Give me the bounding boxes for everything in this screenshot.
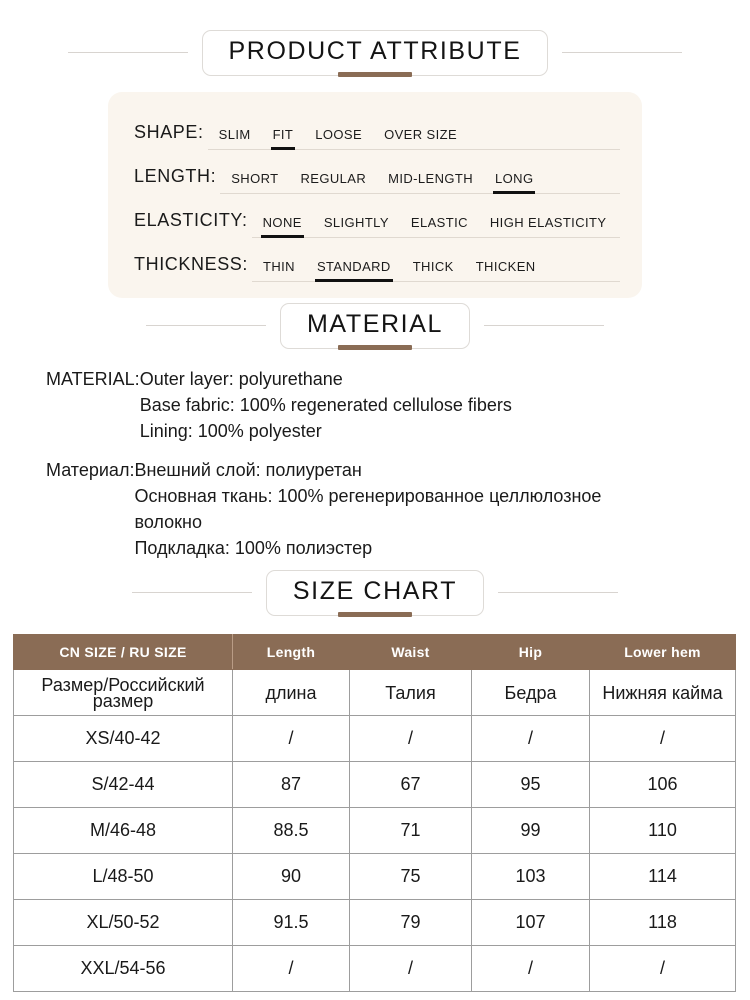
heading-rule-right	[498, 592, 618, 593]
size-table-body	[14, 670, 736, 992]
material-ru-lines	[134, 457, 726, 561]
measurement-cell: 67	[350, 762, 472, 808]
size-label-cell: L/48-50	[14, 854, 233, 900]
column-header: Waist	[350, 635, 472, 670]
material-line: Base fabric: 100% regenerated cellulose fibers	[139, 395, 512, 415]
attribute-option-selected[interactable]: STANDARD	[306, 259, 402, 276]
measurement-cell: 87	[233, 762, 350, 808]
material-line: Lining: 100% polyester	[139, 421, 322, 441]
attribute-option[interactable]: OVER SIZE	[384, 127, 458, 142]
measurement-cell: /	[233, 946, 350, 992]
material-russian	[46, 457, 726, 561]
heading-rule-left	[132, 592, 252, 593]
material-line: волокно	[134, 512, 202, 532]
size-label-cell: S/42-44	[14, 762, 233, 808]
size-chart-title-box	[266, 570, 484, 616]
heading-rule-right	[562, 52, 682, 53]
product-attribute-panel	[108, 92, 642, 298]
measurement-cell: 75	[350, 854, 472, 900]
material-title: MATERIAL	[307, 310, 443, 338]
measurement-cell: 103	[472, 854, 590, 900]
column-header: Hip	[472, 635, 590, 670]
size-chart-table	[13, 634, 736, 992]
table-row	[14, 808, 736, 854]
table-row	[14, 716, 736, 762]
column-header: Length	[233, 635, 350, 670]
heading-rule-left	[68, 52, 188, 53]
measurement-cell: 95	[472, 762, 590, 808]
attribute-row	[108, 238, 642, 282]
size-label-cell: XL/50-52	[14, 900, 233, 946]
measurement-cell: 118	[590, 900, 736, 946]
material-ru-label: Материал:	[46, 460, 135, 480]
attribute-option[interactable]: ELASTIC	[410, 215, 468, 230]
attribute-label: SHAPE:	[134, 122, 204, 142]
material-line: Подкладка: 100% полиэстер	[134, 538, 373, 558]
measurement-cell: 71	[350, 808, 472, 854]
column-header-ru: Бедра	[472, 670, 590, 716]
column-header-ru: Размер/Российский размер	[14, 670, 233, 716]
measurement-cell: 107	[472, 900, 590, 946]
attribute-option[interactable]: SLIM	[218, 127, 251, 142]
attribute-label: ELASTICITY:	[134, 210, 248, 230]
heading-rule-left	[146, 325, 266, 326]
attribute-options	[252, 259, 620, 282]
attribute-option[interactable]: THICK	[412, 259, 454, 274]
size-chart-heading	[0, 570, 750, 616]
heading-rule-right	[484, 325, 604, 326]
material-line: Основная ткань: 100% регенерированное целлюлозное	[134, 486, 602, 506]
measurement-cell: /	[590, 946, 736, 992]
measurement-cell: /	[472, 716, 590, 762]
attribute-option[interactable]: REGULAR	[300, 171, 367, 186]
measurement-cell: /	[350, 716, 472, 762]
measurement-cell: 99	[472, 808, 590, 854]
column-header-ru: Нижняя кайма	[590, 670, 736, 716]
attribute-row	[108, 194, 642, 238]
measurement-cell: /	[350, 946, 472, 992]
attribute-option[interactable]: LOOSE	[315, 127, 363, 142]
size-table-header-row-ru	[14, 670, 736, 716]
table-row	[14, 946, 736, 992]
column-header-ru: длина	[233, 670, 350, 716]
product-attribute-heading	[0, 30, 750, 76]
attribute-option-selected[interactable]: LONG	[484, 171, 544, 188]
material-heading	[0, 303, 750, 349]
measurement-cell: 110	[590, 808, 736, 854]
title-accent-bar	[338, 72, 412, 77]
measurement-cell: 88.5	[233, 808, 350, 854]
material-line: Outer layer: polyurethane	[139, 369, 343, 389]
table-row	[14, 854, 736, 900]
product-attribute-title-box	[202, 30, 549, 76]
attribute-options	[252, 215, 620, 238]
material-english	[46, 366, 726, 444]
attribute-options	[220, 171, 620, 194]
measurement-cell: 91.5	[233, 900, 350, 946]
table-row	[14, 900, 736, 946]
attribute-label: THICKNESS:	[134, 254, 249, 274]
attribute-option[interactable]: SHORT	[231, 171, 279, 186]
attribute-option[interactable]: THICKEN	[475, 259, 536, 274]
table-row	[14, 762, 736, 808]
attribute-options	[208, 127, 620, 150]
size-chart-title: SIZE CHART	[292, 577, 458, 605]
attribute-option-selected[interactable]: FIT	[262, 127, 305, 144]
title-accent-bar	[338, 612, 412, 617]
attribute-option[interactable]: SLIGHTLY	[323, 215, 389, 230]
material-description	[46, 366, 726, 563]
measurement-cell: /	[472, 946, 590, 992]
attribute-option[interactable]: MID-LENGTH	[388, 171, 474, 186]
size-table-header-row	[14, 635, 736, 670]
title-accent-bar	[338, 345, 412, 350]
size-label-cell: XXL/54-56	[14, 946, 233, 992]
size-label-cell: M/46-48	[14, 808, 233, 854]
material-title-box	[280, 303, 470, 349]
measurement-cell: /	[233, 716, 350, 762]
material-line: Внешний слой: полиуретан	[134, 460, 362, 480]
attribute-row	[108, 106, 642, 150]
column-header: CN SIZE / RU SIZE	[14, 635, 233, 670]
measurement-cell: 114	[590, 854, 736, 900]
material-en-lines	[140, 366, 726, 444]
attribute-option-selected[interactable]: NONE	[252, 215, 313, 232]
attribute-row	[108, 150, 642, 194]
measurement-cell: /	[590, 716, 736, 762]
size-table-head	[14, 635, 736, 670]
attribute-option[interactable]: HIGH ELASTICITY	[489, 215, 607, 230]
measurement-cell: 106	[590, 762, 736, 808]
size-label-cell: XS/40-42	[14, 716, 233, 762]
measurement-cell: 79	[350, 900, 472, 946]
material-en-label: MATERIAL:	[46, 369, 140, 389]
measurement-cell: 90	[233, 854, 350, 900]
attribute-label: LENGTH:	[134, 166, 217, 186]
column-header-ru: Талия	[350, 670, 472, 716]
attribute-option[interactable]: THIN	[263, 259, 295, 274]
column-header: Lower hem	[590, 635, 736, 670]
product-attribute-title: PRODUCT ATTRIBUTE	[228, 37, 522, 65]
